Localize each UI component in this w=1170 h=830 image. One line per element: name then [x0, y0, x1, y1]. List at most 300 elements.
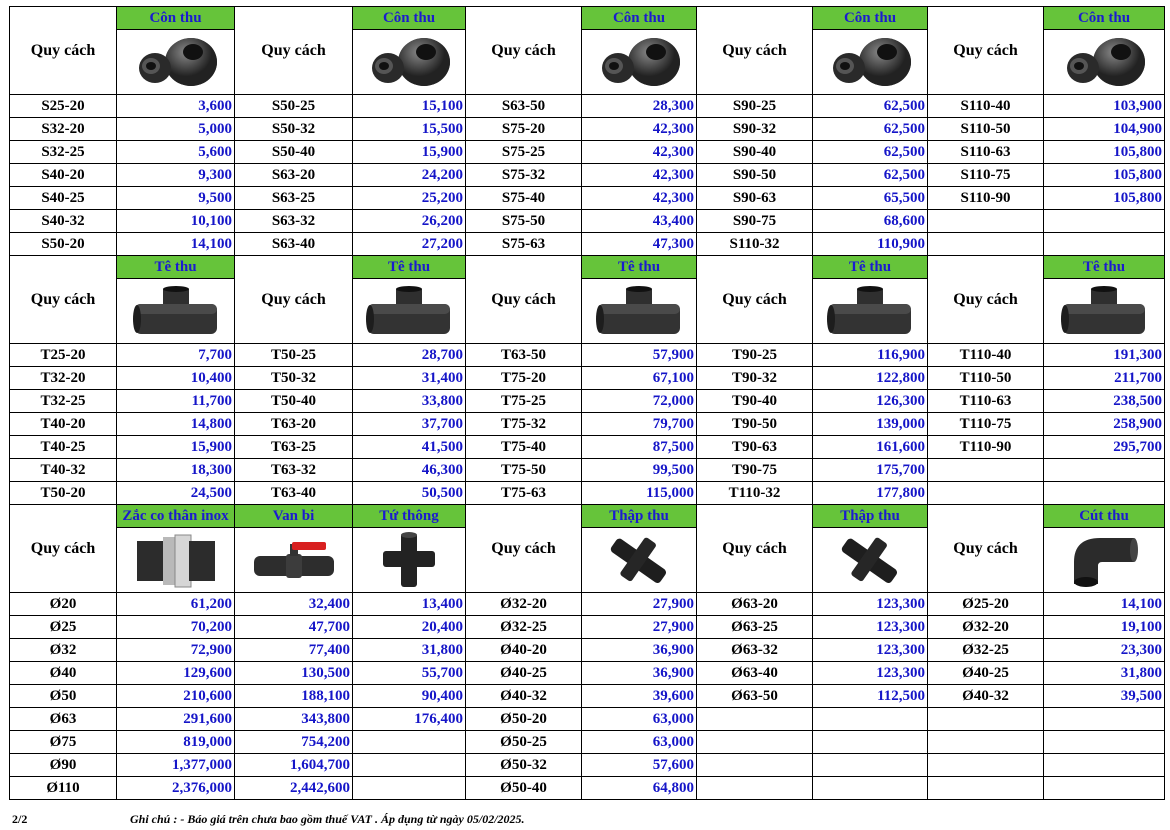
table-row: [10, 708, 1165, 731]
price-value: 15,500: [353, 118, 466, 141]
price-value: 31,800: [353, 639, 466, 662]
price-value: 112,500: [813, 685, 928, 708]
spec-code: Ø50-25: [466, 731, 582, 754]
price-value: 61,200: [117, 593, 235, 616]
spec-code: T32-20: [10, 367, 117, 390]
price-value: 139,000: [813, 413, 928, 436]
price-value: 123,300: [813, 639, 928, 662]
price-value: 33,800: [353, 390, 466, 413]
spec-code: T50-32: [235, 367, 353, 390]
spec-code: S110-32: [697, 233, 813, 256]
price-value: 10,400: [117, 367, 235, 390]
spec-code: Ø90: [10, 754, 117, 777]
price-value: [813, 708, 928, 731]
price-value: 27,200: [353, 233, 466, 256]
spec-label: Quy cách: [466, 505, 582, 593]
spec-code: T90-25: [697, 344, 813, 367]
table-row: [10, 436, 1165, 459]
table-row: [10, 685, 1165, 708]
group-header: Tứ thông: [353, 505, 466, 528]
table-row: [10, 164, 1165, 187]
spec-code: Ø50-40: [466, 777, 582, 800]
price-value: [1044, 754, 1165, 777]
price-value: 57,600: [582, 754, 697, 777]
spec-code: [928, 708, 1044, 731]
product-image: [582, 30, 697, 95]
spec-label: Quy cách: [928, 7, 1044, 95]
spec-code: S25-20: [10, 95, 117, 118]
spec-code: Ø25: [10, 616, 117, 639]
spec-code: [697, 777, 813, 800]
price-value: 177,800: [813, 482, 928, 505]
product-image: [117, 30, 235, 95]
spec-code: S63-20: [235, 164, 353, 187]
group-header: Van bi: [235, 505, 353, 528]
price-value: 28,300: [582, 95, 697, 118]
table-row: [10, 187, 1165, 210]
spec-code: T75-20: [466, 367, 582, 390]
price-value: 31,400: [353, 367, 466, 390]
table-row: [10, 344, 1165, 367]
price-value: 14,800: [117, 413, 235, 436]
spec-code: T75-40: [466, 436, 582, 459]
group-header: Côn thu: [1044, 7, 1165, 30]
spec-code: S32-25: [10, 141, 117, 164]
price-value: 210,600: [117, 685, 235, 708]
price-value: 343,800: [235, 708, 353, 731]
price-value: [813, 754, 928, 777]
footer-note: Ghi chú : - Báo giá trên chưa bao gồm thuế VAT . Áp dụng từ ngày 05/02/2025.: [130, 812, 525, 826]
spec-label: Quy cách: [697, 505, 813, 593]
spec-label: Quy cách: [10, 256, 117, 344]
spec-code: Ø50-20: [466, 708, 582, 731]
spec-code: T110-50: [928, 367, 1044, 390]
price-value: 72,000: [582, 390, 697, 413]
spec-code: S90-25: [697, 95, 813, 118]
spec-label: Quy cách: [10, 7, 117, 95]
price-value: 7,700: [117, 344, 235, 367]
price-value: 5,000: [117, 118, 235, 141]
spec-code: Ø32: [10, 639, 117, 662]
price-value: 105,800: [1044, 187, 1165, 210]
spec-code: [928, 233, 1044, 256]
product-image: [582, 528, 697, 593]
spec-code: S90-63: [697, 187, 813, 210]
spec-code: Ø32-20: [466, 593, 582, 616]
reducing-cross-icon: [813, 531, 927, 589]
price-value: 18,300: [117, 459, 235, 482]
tee-icon: [1044, 284, 1164, 339]
price-value: 43,400: [582, 210, 697, 233]
group-header: Thập thu: [582, 505, 697, 528]
spec-label: Quy cách: [697, 7, 813, 95]
table-row: [10, 367, 1165, 390]
price-value: 39,600: [582, 685, 697, 708]
price-value: 105,800: [1044, 164, 1165, 187]
price-value: 291,600: [117, 708, 235, 731]
table-row: [10, 731, 1165, 754]
price-value: 64,800: [582, 777, 697, 800]
spec-code: S40-20: [10, 164, 117, 187]
reducer-icon: [813, 32, 927, 92]
ball-valve-icon: [235, 538, 352, 582]
price-value: 188,100: [235, 685, 353, 708]
spec-code: T50-20: [10, 482, 117, 505]
spec-code: S32-20: [10, 118, 117, 141]
spec-code: T110-32: [697, 482, 813, 505]
price-value: 129,600: [117, 662, 235, 685]
spec-code: [928, 210, 1044, 233]
group-header: Tê thu: [1044, 256, 1165, 279]
price-value: 36,900: [582, 639, 697, 662]
spec-code: S50-20: [10, 233, 117, 256]
price-value: 57,900: [582, 344, 697, 367]
price-value: 27,900: [582, 593, 697, 616]
group-header: Côn thu: [813, 7, 928, 30]
price-value: 175,700: [813, 459, 928, 482]
spec-code: Ø40-32: [928, 685, 1044, 708]
price-value: 3,600: [117, 95, 235, 118]
product-image: [353, 30, 466, 95]
table-row: [10, 141, 1165, 164]
spec-code: T40-20: [10, 413, 117, 436]
product-image: [353, 528, 466, 593]
spec-code: Ø40-25: [928, 662, 1044, 685]
spec-code: T40-32: [10, 459, 117, 482]
spec-code: T63-40: [235, 482, 353, 505]
price-value: 23,300: [1044, 639, 1165, 662]
price-value: 62,500: [813, 95, 928, 118]
spec-code: S50-25: [235, 95, 353, 118]
price-value: 87,500: [582, 436, 697, 459]
price-value: 9,300: [117, 164, 235, 187]
table-row: [10, 754, 1165, 777]
price-value: 122,800: [813, 367, 928, 390]
table-row: [10, 482, 1165, 505]
product-image: [353, 279, 466, 344]
group-header: Côn thu: [582, 7, 697, 30]
spec-code: T75-63: [466, 482, 582, 505]
price-value: [1044, 233, 1165, 256]
spec-code: Ø40-32: [466, 685, 582, 708]
group-header: Tê thu: [117, 256, 235, 279]
price-value: 39,500: [1044, 685, 1165, 708]
price-value: 103,900: [1044, 95, 1165, 118]
product-image: [1044, 279, 1165, 344]
spec-code: T63-32: [235, 459, 353, 482]
price-value: [353, 731, 466, 754]
table-row: [10, 233, 1165, 256]
spec-code: Ø50: [10, 685, 117, 708]
price-value: 104,900: [1044, 118, 1165, 141]
reducer-icon: [353, 32, 465, 92]
reducer-icon: [1044, 32, 1164, 92]
price-value: 11,700: [117, 390, 235, 413]
spec-code: [928, 731, 1044, 754]
spec-code: T90-63: [697, 436, 813, 459]
spec-code: S50-40: [235, 141, 353, 164]
spec-label: Quy cách: [928, 256, 1044, 344]
spec-code: S110-50: [928, 118, 1044, 141]
spec-code: Ø63-50: [697, 685, 813, 708]
spec-code: T110-40: [928, 344, 1044, 367]
spec-label: Quy cách: [10, 505, 117, 593]
price-value: 28,700: [353, 344, 466, 367]
group-header: Tê thu: [582, 256, 697, 279]
price-value: 50,500: [353, 482, 466, 505]
tee-icon: [117, 284, 234, 339]
spec-code: S110-75: [928, 164, 1044, 187]
price-value: 15,900: [353, 141, 466, 164]
price-value: 24,200: [353, 164, 466, 187]
price-value: 79,700: [582, 413, 697, 436]
price-value: [1044, 708, 1165, 731]
price-value: [813, 731, 928, 754]
group-header: Thập thu: [813, 505, 928, 528]
price-value: 238,500: [1044, 390, 1165, 413]
spec-code: [928, 777, 1044, 800]
price-value: [1044, 459, 1165, 482]
price-table-body: [10, 7, 1165, 800]
reducer-icon: [582, 32, 696, 92]
spec-code: S75-40: [466, 187, 582, 210]
price-value: [353, 754, 466, 777]
spec-code: [697, 754, 813, 777]
spec-code: S63-32: [235, 210, 353, 233]
group-header: Tê thu: [813, 256, 928, 279]
spec-code: Ø40: [10, 662, 117, 685]
tee-icon: [582, 284, 696, 339]
price-value: [353, 777, 466, 800]
price-value: 15,900: [117, 436, 235, 459]
price-value: 115,000: [582, 482, 697, 505]
price-value: 47,700: [235, 616, 353, 639]
spec-label: Quy cách: [466, 7, 582, 95]
price-value: 42,300: [582, 187, 697, 210]
price-value: 70,200: [117, 616, 235, 639]
spec-code: T90-32: [697, 367, 813, 390]
price-value: 116,900: [813, 344, 928, 367]
table-row: [10, 413, 1165, 436]
price-value: 62,500: [813, 164, 928, 187]
spec-code: S63-50: [466, 95, 582, 118]
spec-code: S50-32: [235, 118, 353, 141]
table-row: [10, 459, 1165, 482]
spec-code: T63-50: [466, 344, 582, 367]
price-value: 126,300: [813, 390, 928, 413]
spec-code: S90-40: [697, 141, 813, 164]
section-header-row: [10, 505, 1165, 528]
price-value: 25,200: [353, 187, 466, 210]
spec-code: T50-40: [235, 390, 353, 413]
tee-icon: [813, 284, 927, 339]
price-value: 32,400: [235, 593, 353, 616]
table-row: [10, 593, 1165, 616]
spec-code: Ø25-20: [928, 593, 1044, 616]
cross-icon: [353, 531, 465, 589]
spec-code: Ø40-20: [466, 639, 582, 662]
section-header-row: [10, 7, 1165, 30]
price-value: 9,500: [117, 187, 235, 210]
price-value: 105,800: [1044, 141, 1165, 164]
spec-code: T63-25: [235, 436, 353, 459]
price-value: 37,700: [353, 413, 466, 436]
price-value: 41,500: [353, 436, 466, 459]
price-value: 62,500: [813, 118, 928, 141]
price-value: 1,377,000: [117, 754, 235, 777]
price-value: 72,900: [117, 639, 235, 662]
page-number: 2/2: [12, 812, 28, 826]
group-header: Côn thu: [353, 7, 466, 30]
product-image: [235, 528, 353, 593]
spec-code: Ø40-25: [466, 662, 582, 685]
price-value: 99,500: [582, 459, 697, 482]
price-value: 110,900: [813, 233, 928, 256]
spec-code: S63-40: [235, 233, 353, 256]
product-image: [1044, 528, 1165, 593]
spec-code: T75-25: [466, 390, 582, 413]
product-image: [813, 528, 928, 593]
product-image: [117, 279, 235, 344]
price-value: [1044, 777, 1165, 800]
product-image: [813, 279, 928, 344]
price-value: 2,376,000: [117, 777, 235, 800]
spec-code: S63-25: [235, 187, 353, 210]
spec-code: Ø63: [10, 708, 117, 731]
price-value: [813, 777, 928, 800]
reducing-cross-icon: [582, 531, 696, 589]
price-value: 42,300: [582, 164, 697, 187]
spec-code: T90-75: [697, 459, 813, 482]
price-value: 15,100: [353, 95, 466, 118]
spec-code: T32-25: [10, 390, 117, 413]
spec-code: T63-20: [235, 413, 353, 436]
spec-label: Quy cách: [466, 256, 582, 344]
price-value: 130,500: [235, 662, 353, 685]
table-row: [10, 616, 1165, 639]
price-value: 90,400: [353, 685, 466, 708]
price-value: 27,900: [582, 616, 697, 639]
group-header: Cút thu: [1044, 505, 1165, 528]
spec-label: Quy cách: [697, 256, 813, 344]
spec-code: Ø32-20: [928, 616, 1044, 639]
price-value: 5,600: [117, 141, 235, 164]
product-image: [1044, 30, 1165, 95]
price-value: 68,600: [813, 210, 928, 233]
spec-code: S75-63: [466, 233, 582, 256]
price-value: 161,600: [813, 436, 928, 459]
price-value: 19,100: [1044, 616, 1165, 639]
spec-code: Ø63-40: [697, 662, 813, 685]
union-icon: [117, 531, 234, 589]
price-value: 295,700: [1044, 436, 1165, 459]
price-value: 1,604,700: [235, 754, 353, 777]
spec-code: [928, 754, 1044, 777]
spec-code: Ø63-25: [697, 616, 813, 639]
product-image: [117, 528, 235, 593]
tee-icon: [353, 284, 465, 339]
spec-code: T110-75: [928, 413, 1044, 436]
spec-code: S75-20: [466, 118, 582, 141]
price-value: 20,400: [353, 616, 466, 639]
price-value: 55,700: [353, 662, 466, 685]
spec-code: S40-32: [10, 210, 117, 233]
spec-code: T75-32: [466, 413, 582, 436]
spec-code: S40-25: [10, 187, 117, 210]
price-value: 63,000: [582, 708, 697, 731]
table-row: [10, 662, 1165, 685]
price-value: [1044, 482, 1165, 505]
price-value: 123,300: [813, 593, 928, 616]
spec-code: [928, 459, 1044, 482]
table-row: [10, 390, 1165, 413]
elbow-icon: [1044, 532, 1164, 588]
table-row: [10, 210, 1165, 233]
spec-code: S110-63: [928, 141, 1044, 164]
spec-code: S90-50: [697, 164, 813, 187]
spec-code: T110-63: [928, 390, 1044, 413]
price-value: 258,900: [1044, 413, 1165, 436]
spec-code: T75-50: [466, 459, 582, 482]
price-value: 42,300: [582, 118, 697, 141]
price-value: 47,300: [582, 233, 697, 256]
price-value: 63,000: [582, 731, 697, 754]
price-value: 123,300: [813, 662, 928, 685]
spec-code: T50-25: [235, 344, 353, 367]
spec-label: Quy cách: [928, 505, 1044, 593]
spec-code: S110-90: [928, 187, 1044, 210]
price-value: 31,800: [1044, 662, 1165, 685]
spec-code: S75-32: [466, 164, 582, 187]
spec-code: [697, 708, 813, 731]
group-header: Tê thu: [353, 256, 466, 279]
spec-code: T40-25: [10, 436, 117, 459]
price-value: 67,100: [582, 367, 697, 390]
price-value: 14,100: [117, 233, 235, 256]
spec-code: Ø32-25: [466, 616, 582, 639]
spec-label: Quy cách: [235, 7, 353, 95]
spec-label: Quy cách: [235, 256, 353, 344]
spec-code: [928, 482, 1044, 505]
reducer-icon: [117, 32, 234, 92]
price-value: 754,200: [235, 731, 353, 754]
spec-code: S110-40: [928, 95, 1044, 118]
price-value: 46,300: [353, 459, 466, 482]
spec-code: S75-25: [466, 141, 582, 164]
spec-code: S90-75: [697, 210, 813, 233]
price-value: 77,400: [235, 639, 353, 662]
price-value: 819,000: [117, 731, 235, 754]
spec-code: S75-50: [466, 210, 582, 233]
product-image: [582, 279, 697, 344]
price-value: 211,700: [1044, 367, 1165, 390]
price-value: 65,500: [813, 187, 928, 210]
price-value: 24,500: [117, 482, 235, 505]
spec-code: Ø63-20: [697, 593, 813, 616]
price-value: 42,300: [582, 141, 697, 164]
spec-code: T90-50: [697, 413, 813, 436]
group-header: Côn thu: [117, 7, 235, 30]
price-value: 13,400: [353, 593, 466, 616]
table-row: [10, 639, 1165, 662]
spec-code: Ø63-32: [697, 639, 813, 662]
spec-code: S90-32: [697, 118, 813, 141]
spec-code: [697, 731, 813, 754]
price-value: 26,200: [353, 210, 466, 233]
price-value: 14,100: [1044, 593, 1165, 616]
product-image: [813, 30, 928, 95]
price-value: 2,442,600: [235, 777, 353, 800]
